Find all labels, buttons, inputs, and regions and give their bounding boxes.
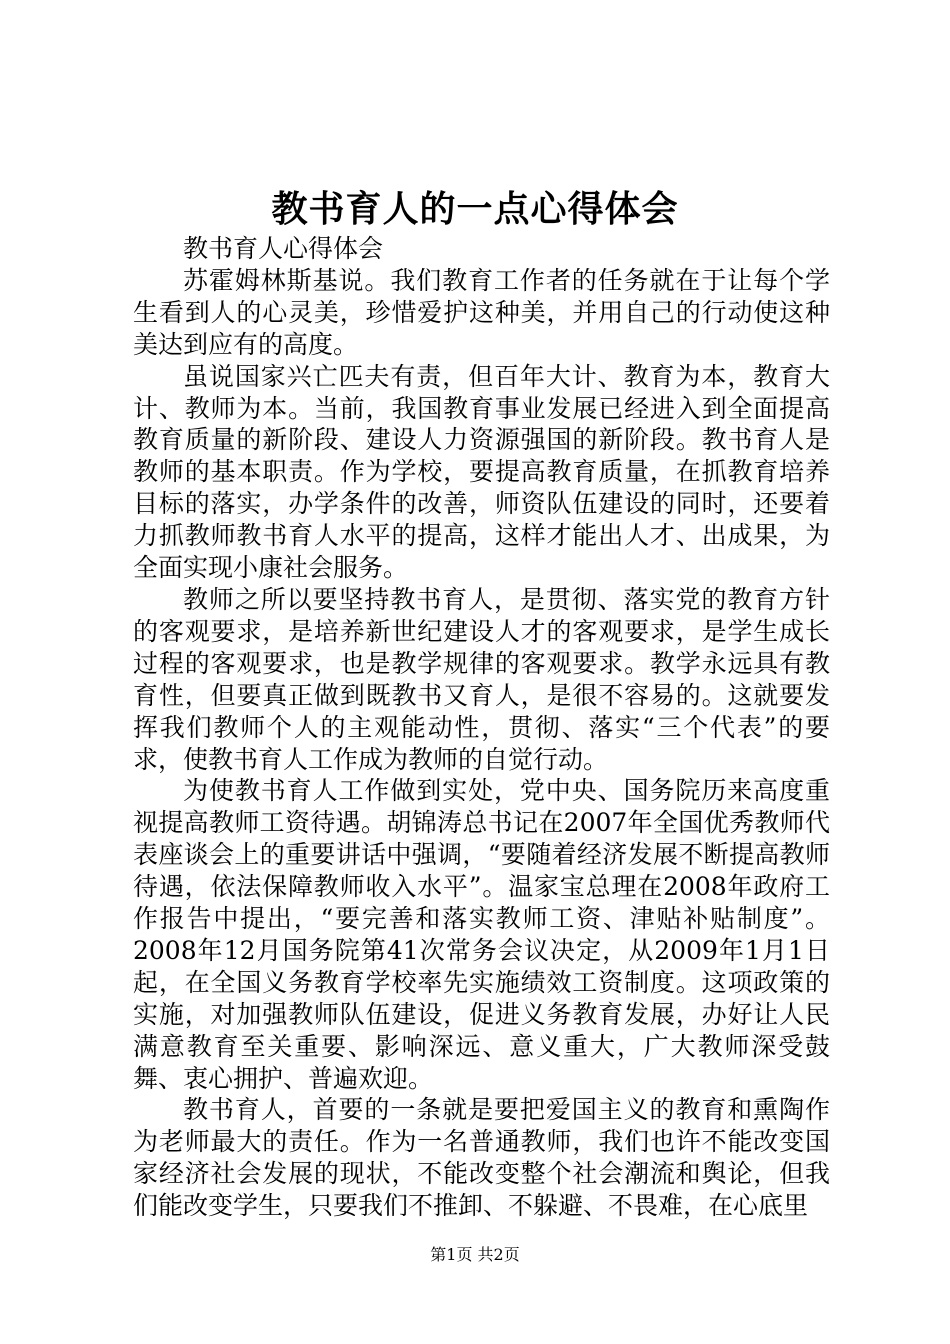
paragraph: 为使教书育人工作做到实处，党中央、国务院历来高度重视提高教师工资待遇。胡锦涛总书记在2007年全国优秀教师代表座谈会上的重要讲话中强调，“要随着经济发展不断提高教师待遇，依法保障教师收入水平”。温家宝总理在2008年政府工作报告中提出，“要完善和落实教师工资、津贴补贴制度”。2008年12月国务院第41次常务会议决定，从2009年1月1日起，在全国义务教育学校率先实施绩效工资制度。这项政策的实施，对加强教师队伍建设，促进义务教育发展，办好让人民满意教育至关重要、影响深远、意义重大，广大教师深受鼓舞、衷心拥护、普遍欢迎。 <box>133 776 830 1093</box>
document-body <box>133 233 830 1222</box>
paragraph: 苏霍姆林斯基说。我们教育工作者的任务就在于让每个学生看到人的心灵美，珍惜爱护这种美，并用自己的行动使这种美达到应有的高度。 <box>133 265 830 359</box>
paragraph-subtitle: 教书育人心得体会 <box>183 234 384 263</box>
paragraph: 教书育人，首要的一条就是要把爱国主义的教育和熏陶作为老师最大的责任。作为一名普通教师，我们也许不能改变国家经济社会发展的现状，不能改变整个社会潮流和舆论，但我们能改变学生，只要我们不推卸、不躲避、不畏难，在心底里 <box>133 1095 830 1221</box>
page-footer: 第1页 共2页 <box>430 1245 520 1264</box>
paragraph: 虽说国家兴亡匹夫有责，但百年大计、教育为本，教育大计、教师为本。当前，我国教育事业发展已经进入到全面提高教育质量的新阶段、建设人力资源强国的新阶段。教书育人是教师的基本职责。作为学校，要提高教育质量，在抓教育培养目标的落实，办学条件的改善，师资队伍建设的同时，还要着力抓教师教书育人水平的提高，这样才能出人才、出成果，为全面实现小康社会服务。 <box>133 361 830 583</box>
paragraph: 教师之所以要坚持教书育人，是贯彻、落实党的教育方针的客观要求，是培养新世纪建设人才的客观要求，是学生成长过程的客观要求，也是教学规律的客观要求。教学永远具有教育性，但要真正做到既教书又育人，是很不容易的。这就要发挥我们教师个人的主观能动性，贯彻、落实“三个代表”的要求，使教书育人工作成为教师的自觉行动。 <box>133 584 830 774</box>
document-title: 教书育人的一点心得体会 <box>271 188 679 230</box>
